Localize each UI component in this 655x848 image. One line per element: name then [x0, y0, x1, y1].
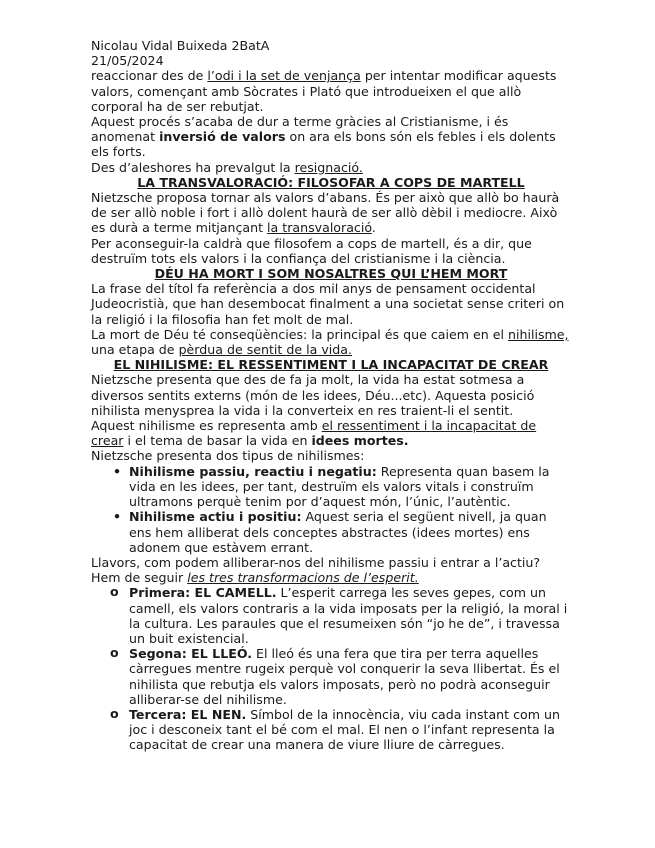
bullet-title: Primera: EL CAMELL. [129, 585, 277, 601]
text-run: on ara els bons són els febles i els dolents els forts. [91, 129, 556, 160]
section1-paragraph-1 [91, 190, 571, 236]
bullet-title: Tercera: EL NEN. [129, 706, 247, 722]
underlined-text: pèrdua de sentit de la vida. [178, 342, 353, 358]
bullet-text: El lleó és una fera que tira per terra aquelles càrregues mentre rugeix perquè vol conquerir la seva llibertat. És el nihilista que rebutja els valors imposats, però no podrà aconseguir alliberar-se del nihilisme. [129, 646, 560, 707]
bold-text: idees mortes. [311, 433, 409, 449]
section3-paragraph-4: Llavors, com podem alliberar-nos del nihilisme passiu i entrar a l’actiu? [91, 554, 541, 570]
text-run: Aquest nihilisme es representa amb [91, 418, 322, 434]
bullet-text: Símbol de la innocència, viu cada instant com un joc i desconeix tant el bé com el mal. El nen o l’infant representa la capacitat de crear una manera de viure lliure de càrregues. [129, 706, 560, 753]
transformations-list [91, 585, 571, 752]
bullet-title: Segona: EL LLEÓ. [129, 646, 253, 662]
section-heading-transvaloracio: LA TRANSVALORACIÓ: FILOSOFAR A COPS DE MARTELL [137, 174, 525, 190]
nihilism-types-list [91, 464, 571, 555]
underlined-text: el ressentiment i la incapacitat de crear [91, 418, 537, 449]
text-run: i el tema de basar la vida en [123, 433, 312, 449]
text-run: per intentar modificar aquests valors, començant amb Sòcrates i Plató que introdueixen el que allò corporal ha de ser rebutjat. [91, 68, 557, 114]
section3-paragraph-2 [91, 418, 571, 448]
bullet-text: Representa quan basem la vida en les idees, per tant, destruïm els valors vitals i construïm ultramons perquè tenim por d’aquest món, l’únic, l’autèntic. [129, 463, 550, 510]
list-item [129, 707, 571, 753]
list-item [129, 646, 571, 707]
underlined-text: resignació. [294, 159, 363, 175]
text-run: Nietzsche proposa tornar als valors d’abans. És per això que allò bo haurà de ser allò noble i fort i allò dolent haurà de ser allò dèbil i mediocre. Això es durà a terme mitjançant [91, 190, 560, 236]
author-line: Nicolau Vidal Buixeda 2BatA [91, 38, 270, 53]
text-run: La mort de Déu té conseqüències: la principal és que caiem en el [91, 326, 508, 342]
section3-paragraph-1: Nietzsche presenta que des de fa ja molt, la vida ha estat sotmesa a diversos sentits externs (món de les idees, Déu...etc). Aquesta posició nihilista menysprea la vida i la converteix en res traient-li el sentit. [91, 372, 535, 418]
section2-paragraph-2 [91, 327, 571, 357]
date-line: 21/05/2024 [91, 53, 164, 69]
bold-text: inversió de valors [159, 129, 286, 145]
underlined-text: la transvaloració [267, 220, 372, 236]
text-run: Des d’aleshores ha prevalgut la [91, 159, 295, 175]
intro-paragraph-3 [91, 160, 571, 175]
list-item [129, 464, 571, 510]
underlined-text: l’odi i la set de venjança [207, 68, 361, 84]
list-item [129, 585, 571, 646]
bullet-title: Nihilisme passiu, reactiu i negatiu: [129, 463, 377, 479]
list-item [129, 509, 571, 555]
section-heading-nihilisme: EL NIHILISME: EL RESSENTIMENT I LA INCAPACITAT DE CREAR [113, 357, 549, 373]
intro-paragraph-2 [91, 114, 571, 160]
text-run: una etapa de [91, 342, 179, 358]
section-heading-deu-ha-mort: DÉU HA MORT I SOM NOSALTRES QUI L’HEM MORT [154, 266, 508, 282]
text-run: Aquest procés s’acaba de dur a terme gràcies al Cristianisme, i és anomenat [91, 114, 509, 145]
text-run: Hem de seguir [91, 570, 188, 586]
bullet-text: Aquest seria el següent nivell, ja quan ens hem alliberat dels conceptes abstractes (idees mortes) ens adonem que estàvem errant. [129, 509, 547, 555]
document-page [91, 38, 571, 753]
bullet-title: Nihilisme actiu i positiu: [129, 509, 302, 525]
text-run: . [371, 220, 376, 236]
section2-paragraph-1: La frase del títol fa referència a dos mil anys de pensament occidental Judeocristià, que han desembocat finalment a una societat sense criteri on la religió i la filosofia han fet molt de mal. [91, 281, 565, 327]
italic-underlined-text: les tres transformacions de l’esperit. [187, 570, 419, 586]
bullet-text: L’esperit carrega les seves gepes, com un camell, els valors contraris a la vida imposats per la religió, la moral i la cultura. Les paraules que el resumeixen són “jo he de”, i travessa un buit existencial. [129, 585, 568, 646]
underlined-text: nihilisme, [508, 326, 569, 342]
intro-paragraph-1 [91, 68, 571, 114]
section3-paragraph-5 [91, 570, 571, 585]
section1-paragraph-2: Per aconseguir-la caldrà que filosofem a cops de martell, és a dir, que destruïm tots els valors i la confiança del cristianisme i la ciència. [91, 235, 532, 266]
section3-paragraph-3: Nietzsche presenta dos tipus de nihilismes: [91, 448, 365, 464]
text-run: reaccionar des de [91, 68, 208, 84]
